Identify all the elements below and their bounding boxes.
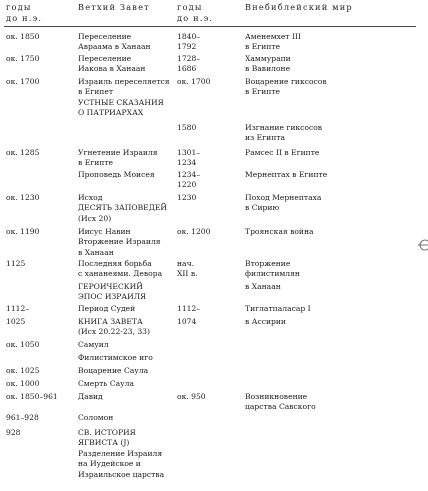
- header-years-left: [6, 2, 42, 24]
- cell-line: Поход Мернептаха: [245, 193, 322, 202]
- table-cell: [245, 170, 327, 180]
- cell-line: Аменемхет III: [245, 32, 302, 41]
- cell-line: (Исх 20): [78, 213, 112, 223]
- table-cell: [78, 428, 164, 480]
- cell-line: ДЕСЯТЬ ЗАПОВЕДЕЙ: [78, 203, 168, 213]
- table-cell: [177, 304, 200, 314]
- table-cell: [245, 148, 319, 158]
- table-cell: [78, 77, 170, 98]
- cell-line: ок. 1000: [6, 379, 40, 388]
- table-cell: [177, 259, 198, 280]
- cell-line: 1234: [177, 158, 197, 168]
- table-cell: [245, 259, 300, 280]
- cell-line: ок. 1850: [6, 32, 40, 41]
- cell-line: в Египте: [245, 87, 281, 97]
- table-cell: [6, 392, 58, 402]
- table-cell: [245, 304, 311, 314]
- cell-line: УСТНЫЕ СКАЗАНИЯ: [78, 98, 164, 107]
- table-cell: [177, 148, 200, 169]
- table-cell: [78, 413, 113, 423]
- header-line: до н.э.: [177, 13, 214, 23]
- registration-mark-icon: [418, 238, 428, 252]
- header-years-right: [177, 2, 213, 24]
- cell-line: ок. 1050: [6, 340, 40, 349]
- table-cell: [177, 32, 200, 53]
- table-cell: [245, 392, 316, 413]
- cell-line: 1112–: [6, 304, 30, 313]
- cell-line: 1840–: [177, 32, 201, 41]
- header-extrabiblical-world: [245, 2, 353, 13]
- table-cell: [6, 193, 39, 203]
- table-cell: [245, 282, 281, 292]
- cell-line: 1234–: [177, 170, 201, 179]
- cell-line: ок. 1200: [177, 227, 211, 236]
- table-cell: [6, 340, 39, 350]
- table-cell: [6, 227, 39, 237]
- cell-line: Мернептах в Египте: [245, 170, 328, 179]
- cell-line: ок. 1285: [6, 148, 40, 157]
- cell-line: СВ. ИСТОРИЯ: [78, 428, 136, 437]
- cell-line: ок. 1700: [6, 77, 40, 86]
- header-line: Ветхий Завет: [78, 2, 150, 12]
- table-cell: [78, 282, 146, 303]
- table-cell: [177, 227, 210, 237]
- table-cell: [245, 227, 314, 237]
- header-line: Внебиблейский мир: [245, 2, 353, 12]
- cell-line: на Иудейское и: [78, 459, 141, 469]
- cell-line: в Ханаан: [78, 247, 114, 257]
- table-cell: [245, 77, 327, 98]
- table-cell: [78, 170, 155, 180]
- table-cell: [177, 170, 200, 191]
- cell-line: Переселение: [78, 32, 132, 41]
- table-cell: [245, 123, 322, 144]
- cell-line: 1112–: [177, 304, 201, 313]
- table-cell: [6, 413, 39, 423]
- cell-line: в Вавилоне: [245, 64, 291, 74]
- header-line: годы: [177, 2, 203, 12]
- cell-line: в Сирию: [245, 203, 280, 213]
- table-cell: [177, 193, 196, 203]
- cell-line: 1686: [177, 64, 197, 74]
- cell-line: ок. 1025: [6, 366, 40, 375]
- table-cell: [6, 259, 25, 269]
- table-cell: [6, 32, 39, 42]
- cell-line: в Египте: [245, 42, 281, 52]
- cell-line: Период Судей: [78, 304, 136, 313]
- table-cell: [78, 193, 167, 224]
- cell-line: Переселение: [78, 54, 132, 63]
- table-cell: [78, 366, 148, 376]
- cell-line: в Египте: [78, 158, 114, 168]
- cell-line: 961–928: [6, 413, 39, 422]
- cell-line: 1580: [177, 123, 197, 132]
- cell-line: Хаммурапи: [245, 54, 291, 63]
- cell-line: ГЕРОИЧЕСКИЙ: [78, 282, 143, 291]
- table-cell: [177, 317, 196, 327]
- cell-line: Филистимское иго: [78, 353, 153, 362]
- cell-line: Изгнание гиксосов: [245, 123, 323, 132]
- cell-line: КНИГА ЗАВЕТА: [78, 317, 143, 326]
- cell-line: Израиль переселяется: [78, 77, 170, 86]
- cell-line: Угнетение Израиля: [78, 148, 158, 157]
- cell-line: Разделение Израиля: [78, 448, 163, 458]
- cell-line: ок. 1230: [6, 193, 40, 202]
- header-line: до н.э.: [6, 13, 43, 23]
- table-cell: [6, 304, 29, 314]
- cell-line: (Исх 20.22-23, 33): [78, 327, 150, 337]
- table-cell: [177, 392, 206, 402]
- cell-line: Исход: [78, 193, 103, 202]
- table-cell: [78, 317, 150, 338]
- table-cell: [78, 353, 153, 363]
- cell-line: 1230: [177, 193, 197, 202]
- cell-line: 1220: [177, 180, 197, 190]
- header-old-testament: [78, 2, 150, 13]
- table-cell: [78, 227, 161, 258]
- table-cell: [6, 428, 21, 438]
- table-cell: [245, 317, 286, 327]
- cell-line: 1074: [177, 317, 197, 326]
- cell-line: 1792: [177, 42, 197, 52]
- cell-line: Авраама в Ханаан: [78, 42, 151, 52]
- table-cell: [78, 259, 162, 280]
- cell-line: ок. 1700: [177, 77, 211, 86]
- table-cell: [78, 379, 134, 389]
- cell-line: 1728–: [177, 54, 201, 63]
- cell-line: Последняя борьба: [78, 259, 152, 268]
- cell-line: Воцарение гиксосов: [245, 77, 327, 86]
- cell-line: ЯГВИСТА (J): [78, 438, 130, 448]
- cell-line: ЭПОС ИЗРАИЛЯ: [78, 292, 147, 302]
- cell-line: филистимлян: [245, 269, 300, 279]
- cell-line: Вторжение: [245, 259, 291, 268]
- cell-line: Иисус Навин: [78, 227, 131, 236]
- table-cell: [245, 54, 291, 75]
- table-cell: [6, 379, 39, 389]
- cell-line: Проповедь Моисея: [78, 170, 155, 179]
- cell-line: нач.: [177, 259, 195, 268]
- table-cell: [78, 340, 109, 350]
- cell-line: Давид: [78, 392, 103, 401]
- cell-line: царства Савского: [245, 402, 316, 412]
- cell-line: в Египет: [78, 87, 114, 97]
- table-cell: [78, 392, 103, 402]
- cell-line: ок. 1750: [6, 54, 40, 63]
- cell-line: Соломон: [78, 413, 114, 422]
- table-cell: [245, 32, 301, 53]
- table-cell: [6, 148, 39, 158]
- table-cell: [6, 77, 39, 87]
- table-cell: [177, 77, 210, 87]
- cell-line: Тиглатпаласар I: [245, 304, 311, 313]
- cell-line: ок. 1850–961: [6, 392, 58, 401]
- table-cell: [245, 193, 321, 214]
- table-cell: [78, 98, 164, 119]
- table-cell: [6, 317, 25, 327]
- cell-line: 1125: [6, 259, 26, 268]
- cell-line: Троянская война: [245, 227, 314, 236]
- header-rule: [4, 26, 416, 27]
- cell-line: XII в.: [177, 269, 198, 279]
- table-cell: [177, 123, 196, 133]
- cell-line: ок. 950: [177, 392, 206, 401]
- table-cell: [78, 148, 158, 169]
- cell-line: 928: [6, 428, 21, 437]
- cell-line: 1301–: [177, 148, 201, 157]
- cell-line: в Ассирии: [245, 317, 286, 326]
- cell-line: Воцарение Саула: [78, 366, 149, 375]
- cell-line: Израильское царства: [78, 469, 165, 479]
- table-cell: [78, 32, 151, 53]
- table-cell: [78, 304, 135, 314]
- cell-line: Вторжение Израиля: [78, 237, 161, 247]
- table-cell: [177, 54, 200, 75]
- cell-line: ок. 1190: [6, 227, 40, 236]
- cell-line: Рамсес II в Египте: [245, 148, 320, 157]
- cell-line: Возникновение: [245, 392, 308, 401]
- cell-line: из Египта: [245, 133, 285, 143]
- table-cell: [78, 54, 145, 75]
- cell-line: Смерть Саула: [78, 379, 134, 388]
- cell-line: Иакова в Ханаан: [78, 64, 146, 74]
- cell-line: в Ханаан: [245, 282, 281, 291]
- cell-line: О ПАТРИАРХАХ: [78, 108, 144, 118]
- table-cell: [6, 366, 39, 376]
- table-cell: [6, 54, 39, 64]
- cell-line: с хананеями. Девора: [78, 269, 163, 279]
- cell-line: 1025: [6, 317, 26, 326]
- header-line: годы: [6, 2, 32, 12]
- cell-line: Самуил: [78, 340, 109, 349]
